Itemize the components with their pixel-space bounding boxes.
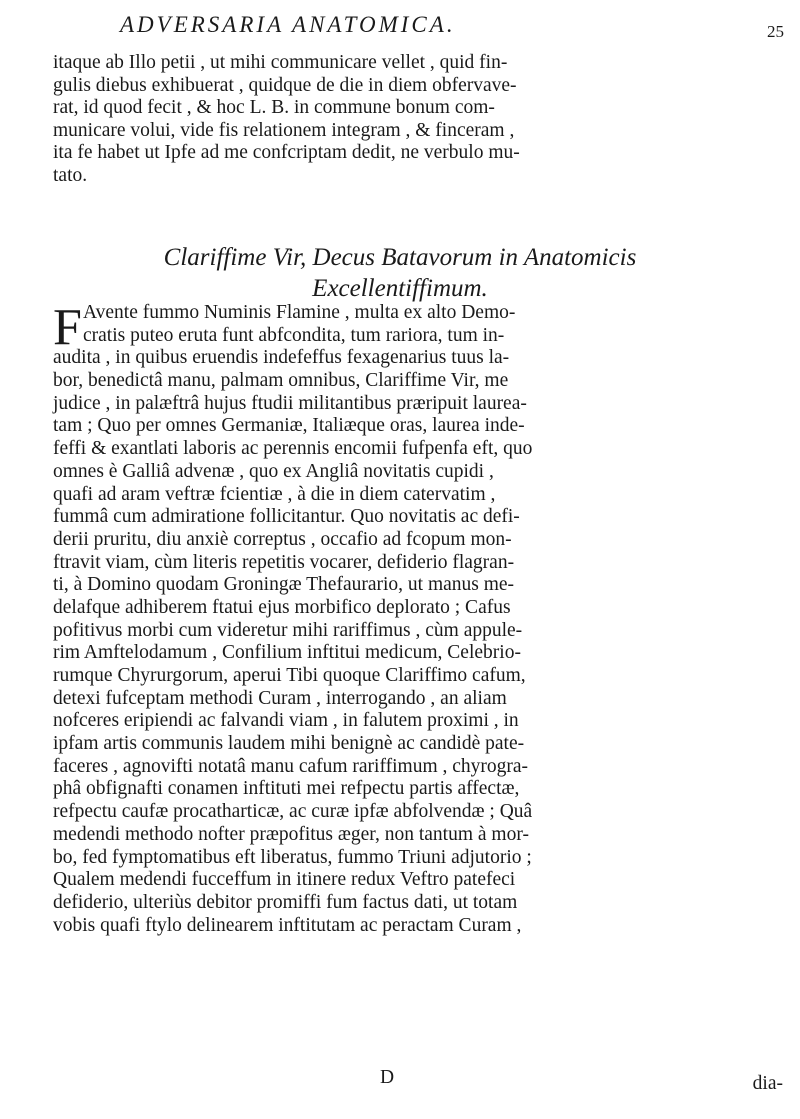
text-line: Qualem medendi fucceffum in itinere redux Veftro patefeci [53, 869, 516, 891]
text-line: medendi methodo nofter præpofitus æger, non tantum à mor- [53, 823, 529, 845]
text-line: tam ; Quo per omnes Germaniæ, Italiæque oras, laurea inde- [53, 415, 525, 437]
text-line: rumque Chyrurgorum, aperui Tibi quoque Clariffimo cafum, [53, 665, 526, 686]
text-line: nofceres eripiendi ac falvandi viam , in falutem proximi , in [53, 710, 519, 732]
letter-body [53, 299, 783, 937]
text-line: tato. [53, 164, 88, 186]
text-line: bo, fed fymptomatibus eft liberatus, fummo Triuni adjutorio ; [53, 846, 532, 868]
text-line: feffi & exantlati laboris ac perennis encomii fufpenfa eft, quo [53, 438, 533, 460]
text-line: ti, à Domino quodam Groningæ Thefaurario, ut manus me- [53, 574, 515, 596]
text-line: quafi ad aram veftræ fcientiæ , à die in diem catervatim , [53, 483, 496, 505]
text-line: cratis puteo eruta funt abfcondita, tum rariora, tum in- [83, 324, 505, 346]
text-line: ipfam artis communis laudem mihi benignè ac candidè pate- [53, 733, 525, 755]
salutation-line-2: Excellentiffimum. [312, 275, 488, 302]
text-line: judice , in palæftrâ hujus ftudii militantibus præripuit laurea- [53, 392, 527, 414]
text-line: Avente fummo Numinis Flamine , multa ex alto Demo- [83, 302, 516, 323]
text-line: vobis quafi ftylo delinearem inftitutam ac peractam Curam , [53, 914, 522, 936]
text-line: rat, id quod fecit , & hoc L. B. in commune bonum com- [53, 97, 495, 119]
text-line: municare volui, vide fis relationem integram , & finceram , [53, 119, 515, 141]
drop-capital: F [53, 299, 82, 356]
text-line: faceres , agnovifti notatâ manu cafum rariffimum , chyrogra- [53, 755, 529, 777]
running-title: ADVERSARIA ANATOMICA. [120, 12, 456, 37]
salutation-heading [0, 242, 800, 304]
catchword: dia- [752, 1073, 783, 1094]
text-line: pofitivus morbi cum videretur mihi rariffimus , cùm appule- [53, 619, 523, 641]
text-line: itaque ab Illo petii , ut mihi communicare vellet , quid fin- [53, 52, 508, 73]
text-line: refpectu caufæ procatharticæ, ac curæ ipfæ abfolvendæ ; Quâ [53, 801, 533, 823]
opening-paragraph [53, 52, 783, 188]
text-line: bor, benedictâ manu, palmam omnibus, Clariffime Vir, me [53, 370, 509, 392]
page-footer [53, 1067, 783, 1097]
text-line: omnes è Galliâ advenæ , quo ex Angliâ novitatis cupidi , [53, 460, 494, 482]
text-line: ftravit viam, cùm literis repetitis vocarer, defiderio flagran- [53, 551, 515, 573]
text-line: detexi fufceptam methodi Curam , interrogando , an aliam [53, 687, 507, 709]
text-line: delafque adhiberem ftatui ejus morbifico deplorato ; Cafus [53, 596, 511, 618]
salutation-line-1: Clariffime Vir, Decus Batavorum in Anatomicis [163, 244, 637, 271]
signature-mark: D [380, 1067, 395, 1088]
text-line: derii pruritu, diu anxiè correptus , occafio ad fcopum mon- [53, 528, 512, 550]
text-line: defiderio, ulteriùs debitor promiffi fum factus dati, ut totam [53, 891, 518, 913]
text-line: ita fe habet ut Ipfe ad me confcriptam dedit, ne verbulo mu- [53, 142, 520, 164]
page-number: 25 [767, 22, 784, 41]
text-line: gulis diebus exhibuerat , quidque de die in diem obfervave- [53, 74, 517, 96]
text-line: fummâ cum admiratione follicitantur. Quo novitatis ac defi- [53, 506, 520, 528]
text-line: audita , in quibus eruendis indefeffus fexagenarius tuus la- [53, 347, 510, 369]
text-line: rim Amftelodamum , Confilium inftitui medicum, Celebrio- [53, 642, 521, 664]
text-line: phâ obfignafti conamen inftituti mei refpectu partis affectæ, [53, 778, 520, 800]
